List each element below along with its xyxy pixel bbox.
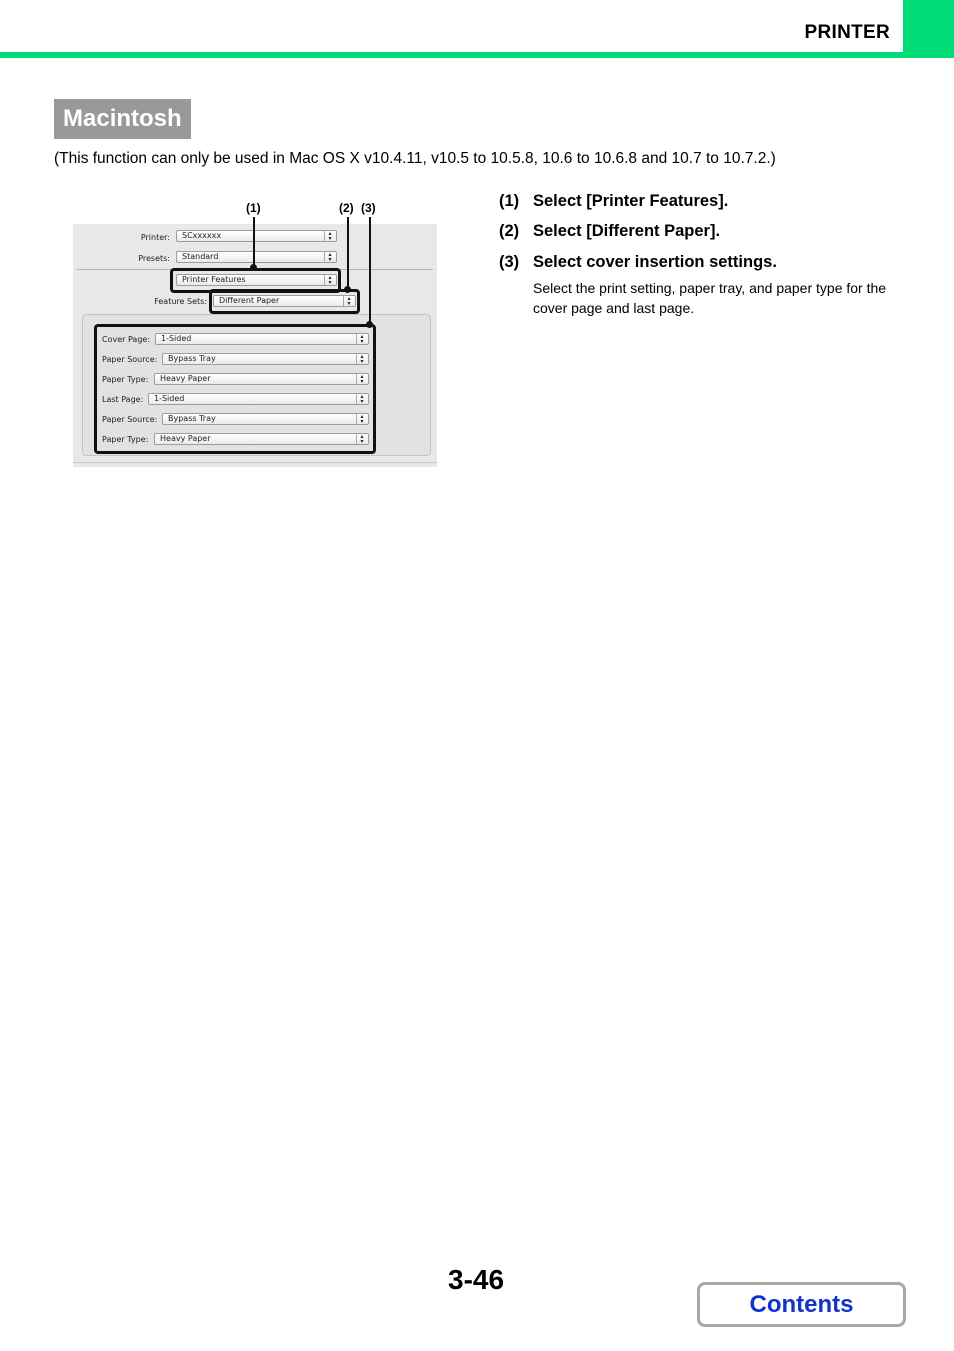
- chapter-title: PRINTER: [804, 22, 890, 43]
- presets-label: Presets:: [138, 254, 170, 263]
- feature-sets-label: Feature Sets:: [154, 297, 207, 306]
- leader-line-3: [369, 217, 371, 323]
- last-paper-source-label: Paper Source:: [102, 415, 158, 424]
- callout-label-1: (1): [246, 201, 261, 215]
- popup-arrows-icon: ▴ ▾: [324, 252, 335, 262]
- page-number: 3-46: [448, 1264, 505, 1295]
- popup-arrows-icon: ▴ ▾: [356, 394, 367, 404]
- leader-dot-2: [344, 286, 351, 293]
- step-1: (1) Select [Printer Features].: [499, 192, 729, 210]
- popup-arrows-icon: ▴ ▾: [356, 434, 367, 444]
- popup-arrows-icon: ▴ ▾: [356, 414, 367, 424]
- callout-label-3: (3): [361, 201, 376, 215]
- cover-paper-source-label: Paper Source:: [102, 355, 158, 364]
- intro-note: (This function can only be used in Mac OS X v10.4.11, v10.5 to 10.5.8, 10.6 to 10.6.8 and 10.7 to 10.7.2.): [54, 150, 776, 167]
- leader-dot-1: [250, 264, 257, 271]
- last-page-popup[interactable]: 1-Sided ▴ ▾: [148, 393, 369, 405]
- leader-dot-3: [366, 321, 373, 328]
- feature-sets-popup[interactable]: Different Paper ▴ ▾: [213, 295, 356, 307]
- leader-line-1: [253, 217, 255, 267]
- dialog-bottom-line: [73, 462, 437, 463]
- cover-paper-source-popup[interactable]: Bypass Tray ▴ ▾: [162, 353, 369, 365]
- last-paper-type-popup[interactable]: Heavy Paper ▴ ▾: [154, 433, 369, 445]
- popup-arrows-icon: ▴ ▾: [324, 231, 335, 241]
- step-3-description: Select the print setting, paper tray, and paper type for the cover page and last page.: [533, 280, 887, 316]
- callout-label-2: (2): [339, 201, 354, 215]
- cover-page-popup[interactable]: 1-Sided ▴ ▾: [155, 333, 369, 345]
- printer-label: Printer:: [140, 233, 170, 242]
- leader-line-2: [347, 217, 349, 288]
- cover-page-label: Cover Page:: [102, 335, 151, 344]
- presets-popup[interactable]: Standard ▴ ▾: [176, 251, 337, 263]
- last-page-label: Last Page:: [102, 395, 144, 404]
- header-accent-tab: [903, 0, 954, 58]
- printer-popup[interactable]: SCxxxxxx ▴ ▾: [176, 230, 337, 242]
- panel-popup[interactable]: Printer Features ▴ ▾: [176, 274, 337, 286]
- section-heading: Macintosh: [54, 99, 191, 139]
- popup-arrows-icon: ▴ ▾: [356, 374, 367, 384]
- last-paper-source-popup[interactable]: Bypass Tray ▴ ▾: [162, 413, 369, 425]
- step-2: (2) Select [Different Paper].: [499, 222, 721, 240]
- popup-arrows-icon: ▴ ▾: [324, 275, 335, 285]
- last-paper-type-label: Paper Type:: [102, 435, 149, 444]
- cover-paper-type-label: Paper Type:: [102, 375, 149, 384]
- contents-button[interactable]: Contents: [697, 1282, 906, 1327]
- popup-arrows-icon: ▴ ▾: [356, 354, 367, 364]
- step-3: (3) Select cover insertion settings.: [499, 253, 777, 271]
- callout-frame-3: [94, 324, 376, 454]
- popup-arrows-icon: ▴ ▾: [343, 296, 354, 306]
- cover-paper-type-popup[interactable]: Heavy Paper ▴ ▾: [154, 373, 369, 385]
- popup-arrows-icon: ▴ ▾: [356, 334, 367, 344]
- callout-frame-2: [209, 289, 360, 314]
- header-accent-line: [0, 52, 954, 58]
